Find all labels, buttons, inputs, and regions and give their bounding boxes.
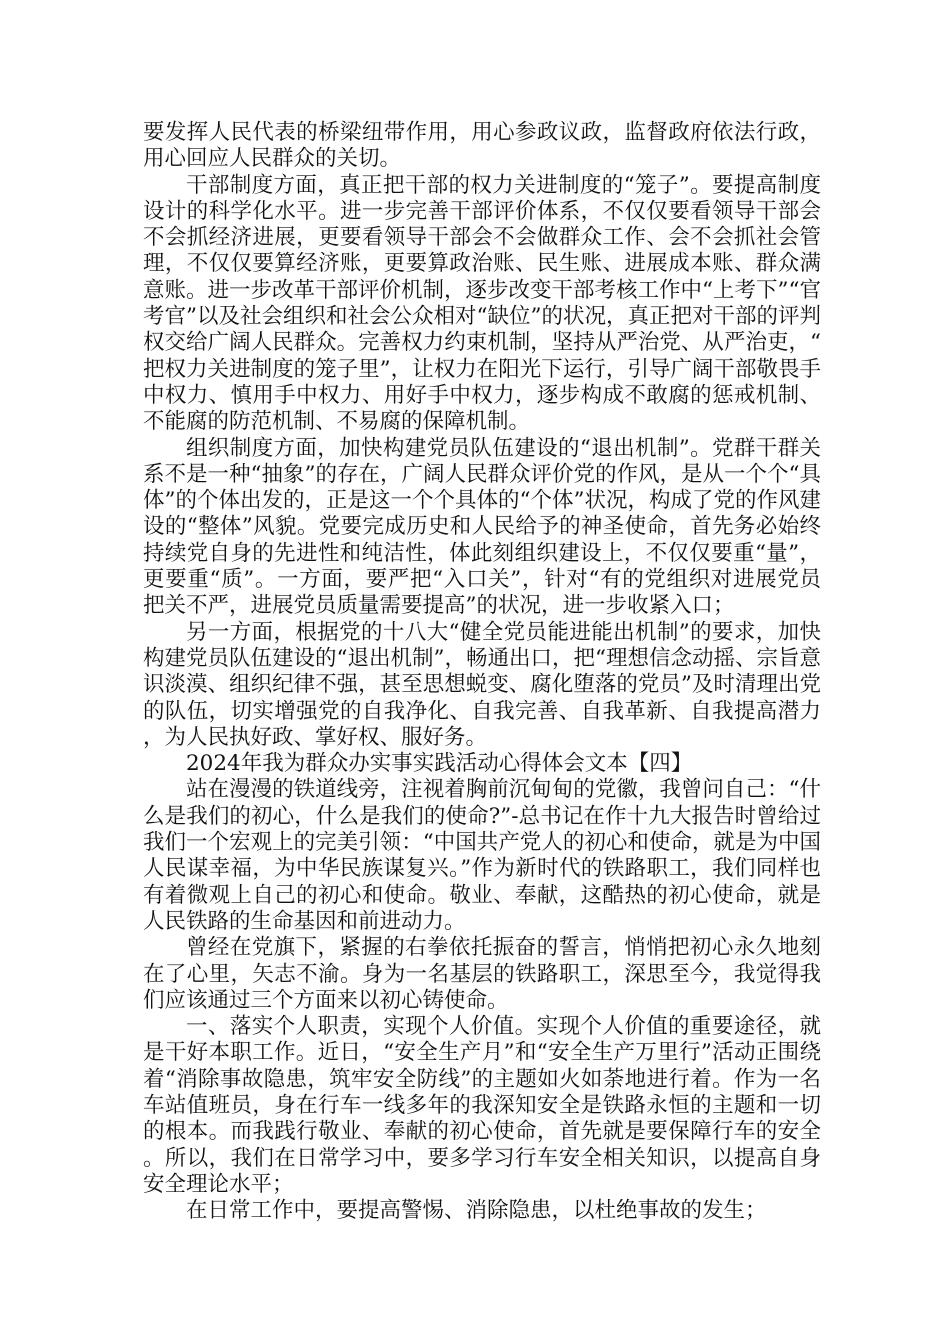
section-heading: 2024年我为群众办实事实践活动心得体会文本【四】: [186, 751, 693, 777]
document-body: [143, 120, 821, 1224]
paragraph-point-one: 一、落实个人职责，实现个人价值。实现个人价值的重要途径，就是干好本职工作。近日，“安全生产月”和“安全生产万里行”活动正围绕着“消除事故隐患，筑牢安全防线”的主题如火如荼地进行着。作为一名车站值班员，身在行车一线多年的我深知安全是铁路永恒的主题和一切的根本。而我践行敬业、奉献的初心使命，首先就是要保障行车的安全。所以，我们在日常学习中，要多学习行车安全相关知识，以提高自身安全理论水平；: [143, 1014, 821, 1197]
paragraph-cadre-system: 干部制度方面，真正把干部的权力关进制度的“笼子”。要提高制度设计的科学化水平。进一步完善干部评价体系，不仅仅要看领导干部会不会抓经济进展，更要看领导干部会不会做群众工作、会不会抓社会管理，不仅仅要算经济账，更要算政治账、民生账、进展成本账、群众满意账。进一步改革干部评价机制，逐步改变干部考核工作中“上考下”“官考官”以及社会组织和社会公众相对“缺位”的状况，真正把对干部的评判权交给广阔人民群众。完善权力约束机制，坚持从严治党、从严治吏，“把权力关进制度的笼子里”，让权力在阳光下运行，引导广阔干部敬畏手中权力、慎用手中权力、用好手中权力，逐步构成不敢腐的惩戒机制、不能腐的防范机制、不易腐的保障机制。: [143, 172, 821, 435]
paragraph-railway-intro: 站在漫漫的铁道线旁，注视着胸前沉甸甸的党徽，我曾问自己：“什么是我们的初心，什么是我们的使命?”-总书记在作十九大报告时曾给过我们一个宏观上的完美引领：“中国共产党人的初心和使命，就是为中国人民谋幸福，为中华民族谋复兴。”作为新时代的铁路职工，我们同样也有着微观上自己的初心和使命。敬业、奉献，这酷热的初心使命，就是人民铁路的生命基因和前进动力。: [143, 777, 821, 934]
paragraph-oath: 曾经在党旗下，紧握的右拳依托振奋的誓言，悄悄把初心永久地刻在了心里，矢志不渝。身为一名基层的铁路职工，深思至今，我觉得我们应该通过三个方面来以初心铸使命。: [143, 935, 821, 1013]
paragraph-continuation: 要发挥人民代表的桥梁纽带作用，用心参政议政，监督政府依法行政，用心回应人民群众的关切。: [143, 120, 821, 172]
paragraph-daily-work: 在日常工作中，要提高警惕、消除隐患，以杜绝事故的发生；: [186, 1198, 767, 1224]
paragraph-organization-system: 组织制度方面，加快构建党员队伍建设的“退出机制”。党群干群关系不是一种“抽象”的存在，广阔人民群众评价党的作风，是从一个个“具体”的个体出发的，正是这一个个具体的“个体”状况，构成了党的作风建设的“整体”风貌。党要完成历史和人民给予的神圣使命，首先务必始终持续党自身的先进性和纯洁性，体此刻组织建设上，不仅仅要重“量”，更要重“质”。一方面，要严把“入口关”，针对“有的党组织对进展党员把关不严，进展党员质量需要提高”的状况，进一步收紧入口；: [143, 435, 821, 619]
paragraph-other-hand: 另一方面，根据党的十八大“健全党员能进能出机制”的要求，加快构建党员队伍建设的“退出机制”，畅通出口，把“理想信念动摇、宗旨意识淡漠、组织纪律不强，甚至思想蜕变、腐化堕落的党员”及时清理出党的队伍，切实增强党的自我净化、自我完善、自我革新、自我提高潜力，为人民执好政、掌好权、服好务。: [143, 619, 821, 750]
